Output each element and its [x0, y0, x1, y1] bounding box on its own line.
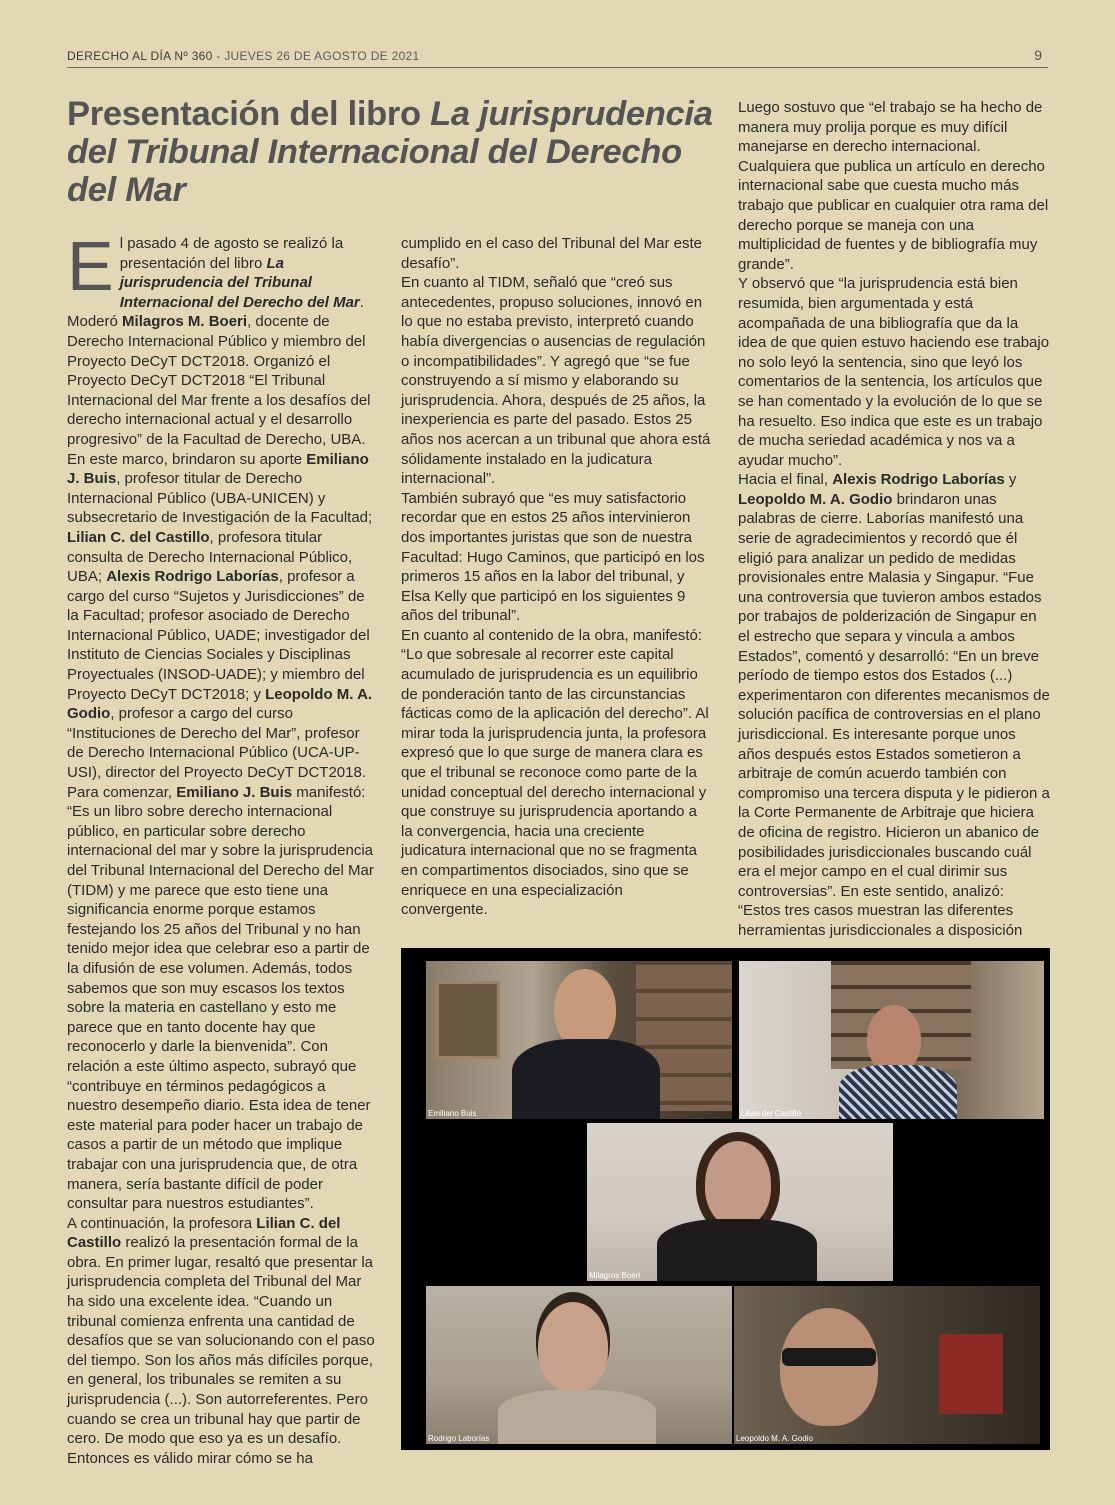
video-tile — [587, 1123, 893, 1281]
text-run: , profesor a cargo del curso “Instituciones de Derecho del Mar”, profesor de Derecho Internacional Público (UCA-UP-USI), director del Proyecto DeCyT DCT2018. — [67, 705, 366, 782]
text-run: , profesor a cargo del curso “Sujetos y Jurisdicciones” de la Facultad; profesor asociado de Derecho Internacional Público, UADE; investigador del Instituto de Ciencias Sociales y Disciplinas Proyectuales (INSOD-UADE); y miembro del Proyecto DeCyT DCT2018; y — [67, 568, 370, 703]
text-run: . Moderó — [67, 293, 364, 331]
title-italic: La jurisprudencia del Tribunal Internacional del Derecho del Mar — [67, 95, 713, 209]
participant-name: Lilian del Castillo — [741, 1109, 802, 1118]
person-head — [780, 1308, 878, 1426]
person-name: Emiliano J. Buis — [176, 783, 293, 801]
text-run: A continuación, la profesora — [67, 1214, 257, 1232]
person-torso — [839, 1065, 957, 1119]
participant-name: Leopoldo M. A. Godio — [736, 1434, 813, 1443]
paragraph — [67, 227, 377, 450]
text-run: y — [1004, 471, 1017, 489]
article-title — [67, 95, 717, 209]
text-run: En este marco, brindaron su aporte — [67, 450, 307, 468]
paragraph: En cuanto al TIDM, señaló que “creó sus antecedentes, propuso soluciones, innovó en lo que no estaba previsto, interpretó cuando había divergencias o ausencias de regulación o incompatibilidades”. Y agregó que “se fue construyendo a sí mismo y elaborando su jurisprudencia. Ahora, después de 25 años, la inexperiencia es parte del pasado. Estos 25 años nos acercan a un tribunal que ahora está sólidamente instalado en la judicatura internacional”. — [401, 274, 711, 488]
paragraph: También subrayó que “es muy satisfactorio recordar que en estos 25 años intervinieron dos importantes juristas que son de nuestra Facultad: Hugo Caminos, que participó en los primeros 15 años en la labor del tribunal, y Elsa Kelly que participó en los siguientes 9 años del tribunal”. — [401, 489, 705, 625]
text-run: , docente de Derecho Internacional Público y miembro del Proyecto DeCyT DCT2018. Organizó el Proyecto DeCyT DCT2018 “El Tribunal Internacional del Mar frente a los desafíos del derecho internacional actual y el desarrollo progresivo” de la Facultad de Derecho, UBA. — [67, 313, 371, 448]
text-run: Hacia el final, — [738, 471, 833, 489]
text-run: l pasado 4 de agosto se realizó la presentación del libro — [119, 235, 344, 272]
text-run: Para comenzar, — [67, 783, 177, 801]
video-tile — [426, 961, 732, 1119]
person-name: Lilian C. del Castillo — [67, 1214, 341, 1252]
eyeglasses — [782, 1348, 876, 1366]
title-plain: Presentación del libro — [67, 95, 431, 133]
video-tile — [426, 1286, 732, 1444]
book-title: La jurisprudencia del Tribunal Internacional del Derecho del Mar — [119, 254, 360, 311]
header-issue-date — [67, 49, 420, 63]
text-run: , profesor titular de Derecho Internacional Público (UBA-UNICEN) y subsecretario de Investigación de la Facultad; — [67, 470, 373, 527]
person-torso — [498, 1390, 656, 1444]
drop-cap: E — [67, 227, 114, 305]
page-number: 9 — [1034, 47, 1042, 63]
paragraph — [67, 1214, 377, 1469]
paragraph — [67, 783, 377, 1214]
header-issue: DERECHO AL DÍA Nº 360 — [67, 49, 213, 63]
paragraph: En cuanto al contenido de la obra, manifestó: “Lo que sobresale al recorrer este capital acumulado de jurisprudencia es un equilibrio de ponderación tanto de las circunstancias fácticas como de la aplicación del derecho”. Al mirar toda la jurisprudencia junta, la profesora expresó que lo que surge de manera clara es que el tribunal se reconoce como parte de la unidad conceptual del derecho internacional y que construye su jurisprudencia aportando a la convergencia, hacia una creciente judicatura internacional que no se fragmenta en compartimentos disociados, sino que se enriquece en una especialización convergente. — [401, 626, 709, 919]
participant-name: Emiliano Buis — [428, 1109, 477, 1118]
text-column-1 — [67, 227, 377, 1468]
person-head — [705, 1141, 771, 1227]
person-head — [538, 1302, 608, 1392]
header-separator: - — [212, 49, 225, 63]
person-name: Emiliano J. Buis — [67, 450, 369, 488]
header-date: JUEVES 26 DE AGOSTO DE 2021 — [224, 49, 420, 63]
paragraph: Luego sostuvo que “el trabajo se ha hecho de manera muy prolija porque es muy difícil manejarse en derecho internacional. Cualquiera que publica un artículo en derecho internacional sabe que cuesta mucho más trabajo que publicar en cualquier otra rama del derecho porque se maneja con una multiplicidad de fuentes y de bibliografía muy grande”. — [738, 99, 1049, 273]
person-name: Milagros M. Boeri — [122, 313, 248, 331]
participant-name: Milagros Boeri — [589, 1271, 641, 1280]
person-torso — [512, 1039, 660, 1119]
text-run: manifestó: “Es un libro sobre derecho internacional público, en particular sobre derecho internacional del mar y sobre la jurisprudencia del Tribunal Internacional del Derecho del Mar (TIDM) y me parece que esto tiene una significancia enorme porque estamos festejando los 25 años del Tribunal y no han tenido mejor idea que celebrar eso a partir de la difusión de ese volumen. Además, todos sabemos que son muy escasos los textos sobre la materia en castellano y esto me parece que en tanto docente hay que reconocerlo y darle la bienvenida”. Con relación a este último aspecto, subrayó que “contribuye en términos pedagógicos a nuestro desempeño diario. Esta idea de tener este material para poder hacer un trabajo de casos a partir de un método que implique trabajar con una jurisprudencia que, de otra manera, sería bastante difícil de poder consultar para nuestros estudiantes”. — [67, 783, 374, 1213]
video-tile — [739, 961, 1044, 1119]
paragraph: cumplido en el caso del Tribunal del Mar este desafío”. — [401, 235, 702, 272]
participant-name: Rodrigo Laborías — [428, 1434, 490, 1443]
book-cover — [939, 1334, 1003, 1414]
text-run: brindaron unas palabras de cierre. Laborías manifestó una serie de agradecimientos y recordó que él eligió para analizar un pedido de medidas provisionales entre Malasia y Singapur. “Fue una controversia que tuvieron ambos estados por trabajos de polderización de Singapur en el estrecho que separa y vincula a ambos Estados”, comentó y desarrolló: “En un breve período de tiempo estos dos Estados (...) experimentaron con diferentes mecanismos de solución pacífica de controversias en el plano jurisdiccional. Es interesante porque unos años después estos Estados sometieron a arbitraje de común acuerdo también con compromiso una tercera disputa y le pidieron a la Corte Permanente de Arbitraje que hiciera de oficina de registro. Hicieron un abanico de posibilidades jurisdiccionales buscando cuál era el mejor campo en el cual dirimir sus controversias”. En este sentido, analizó: “Estos tres casos muestran las diferentes herramientas jurisdiccionales a disposición — [738, 490, 1050, 939]
text-column-2 — [401, 234, 711, 920]
page-header — [67, 47, 1048, 68]
person-head — [554, 969, 616, 1049]
person-name: Alexis Rodrigo Laborías — [106, 568, 279, 586]
text-run: realizó la presentación formal de la obra. En primer lugar, resaltó que presentar la jurisprudencia completa del Tribunal del Mar ha sido una excelente idea. “Cuando un tribunal comienza enfrenta una cantidad de desafíos que se van solucionando con el paso del tiempo. Son los años más difíciles porque, en general, los tribunales se remiten a su jurisprudencia (...). Son autorreferentes. Pero cuando se crea un tribunal hay que partir de cero. De modo que eso ya es un desafío. Entonces es válido mirar cómo se ha — [67, 1234, 375, 1467]
paragraph — [67, 450, 377, 783]
person-name: Leopoldo M. A. Godio — [738, 490, 893, 508]
person-name: Lilian C. del Castillo — [67, 528, 210, 546]
paragraph — [738, 470, 1050, 940]
wall-painting — [436, 981, 500, 1059]
person-head — [867, 1005, 921, 1073]
video-call-photo — [401, 948, 1050, 1450]
person-name: Leopoldo M. A. Godio — [67, 685, 373, 723]
text-run: , profesora titular consulta de Derecho Internacional Público, UBA; — [67, 528, 353, 586]
paragraph: Y observó que “la jurisprudencia está bien resumida, bien argumentada y está acompañada de una bibliografía que da la idea de que quien estuvo haciendo ese trabajo no solo leyó la sentencia, sino que leyó los comentarios de la sentencia, los artículos que se han comentado y la evolución de lo que se ha resuelto. Eso indica que este es un trabajo de mucha seriedad académica y nos va a ayudar mucho”. — [738, 275, 1050, 469]
text-column-3 — [738, 98, 1050, 941]
person-torso — [657, 1219, 817, 1281]
person-name: Alexis Rodrigo Laborías — [832, 471, 1005, 489]
video-tile — [734, 1286, 1040, 1444]
